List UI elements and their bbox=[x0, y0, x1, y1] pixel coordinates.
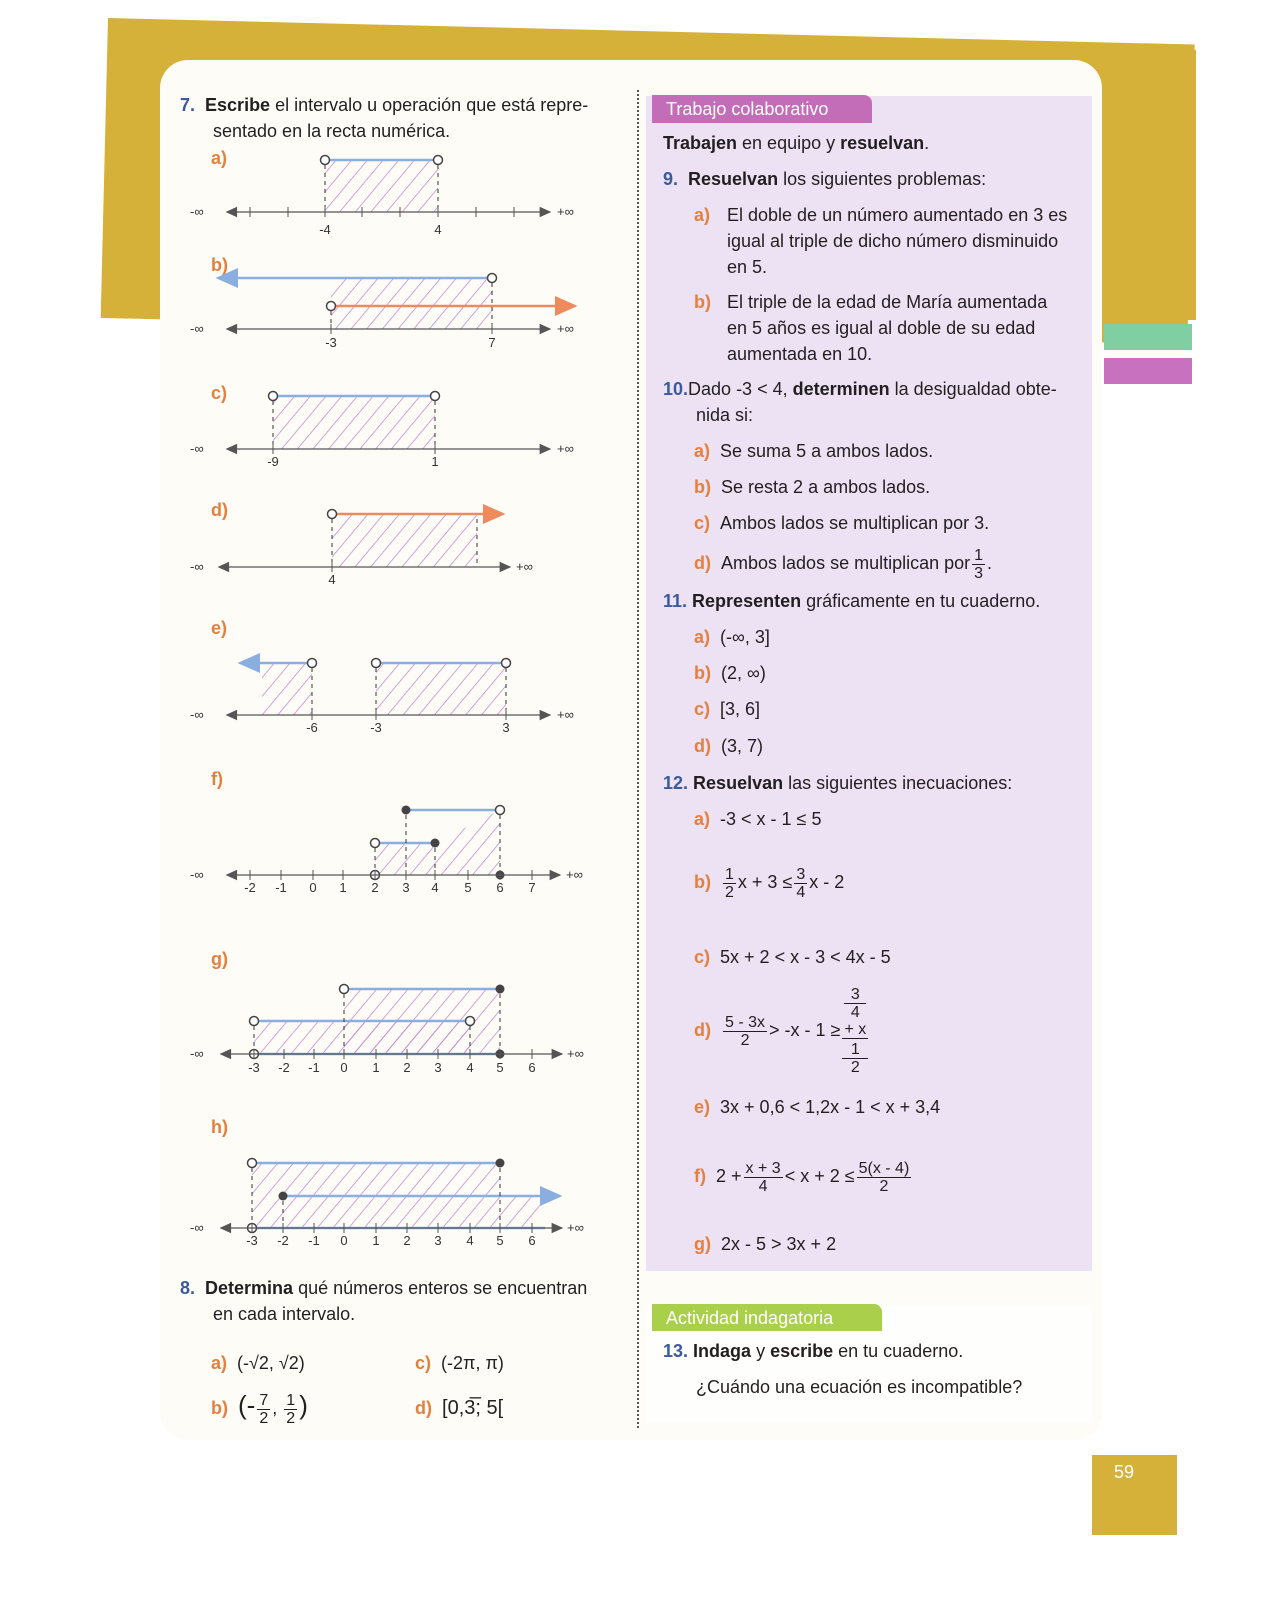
pos-inf-label: +∞ bbox=[567, 1046, 584, 1061]
numline-a bbox=[228, 156, 550, 218]
tick-label: -1 bbox=[275, 880, 287, 895]
tick-label: -3 bbox=[246, 1233, 258, 1248]
open-point bbox=[308, 659, 317, 668]
ex12-f: f) 2 + $\frac{x + 3}{4}$ < x + 2 ≤ $\frac{5(x - 4)}{2}$ bbox=[694, 1159, 910, 1195]
label-b: b) bbox=[211, 255, 228, 275]
open-point bbox=[248, 1159, 257, 1168]
interval-shade bbox=[273, 396, 435, 449]
open-point bbox=[250, 1017, 259, 1026]
ex8-line1: 8. Determina qué números enteros se encuentran bbox=[180, 1278, 588, 1298]
tick-label: 4 bbox=[431, 880, 439, 895]
tick-label: 5 bbox=[496, 1060, 504, 1075]
ex9-b-line: en 5 años es igual al doble de su edad bbox=[727, 318, 1036, 338]
ex10-heading: 10.Dado -3 < 4, determinen la desigualdad obte- bbox=[663, 379, 1057, 399]
label-h: h) bbox=[211, 1117, 228, 1137]
open-point bbox=[496, 806, 505, 815]
tick-label: 0 bbox=[340, 1233, 348, 1248]
tick-label: -3 bbox=[370, 720, 382, 735]
numline-c bbox=[228, 392, 550, 455]
inquiry-tab-title: Actividad indagatoria bbox=[666, 1308, 834, 1328]
open-point bbox=[502, 659, 511, 668]
interval-shade bbox=[332, 514, 477, 567]
neg-inf-label: -∞ bbox=[190, 204, 204, 219]
interval-shade bbox=[376, 663, 506, 715]
tick-label: -6 bbox=[306, 720, 318, 735]
tick-label: 1 bbox=[372, 1233, 380, 1248]
tick-label: 2 bbox=[371, 880, 379, 895]
collab-tab-title: Trabajo colaborativo bbox=[666, 99, 829, 119]
ex9-a-label: a) bbox=[694, 205, 711, 225]
interval-shade bbox=[331, 278, 493, 329]
pos-inf-label: +∞ bbox=[557, 441, 574, 456]
closed-point bbox=[402, 806, 411, 815]
pos-inf-label: +∞ bbox=[557, 204, 574, 219]
ex12-d: d) $\frac{5 - 3x}{2}$ > -x - 1 ≥ 3 4 + x 1 2 bbox=[694, 986, 867, 1077]
open-point bbox=[327, 302, 336, 311]
tick-label: -1 bbox=[308, 1060, 320, 1075]
ex9-b-line: El triple de la edad de María aumentada bbox=[727, 292, 1048, 312]
neg-inf-label: -∞ bbox=[190, 321, 204, 336]
pos-inf-label: +∞ bbox=[567, 1220, 584, 1235]
tick-label: 6 bbox=[528, 1233, 536, 1248]
interval-shade bbox=[262, 663, 312, 715]
pos-inf-label: +∞ bbox=[566, 867, 583, 882]
ex11-a: a) (-∞, 3] bbox=[694, 627, 770, 647]
open-point bbox=[431, 392, 440, 401]
tick-label: -3 bbox=[325, 335, 337, 350]
pos-inf-label: +∞ bbox=[516, 559, 533, 574]
open-point bbox=[269, 392, 278, 401]
tick-label: -4 bbox=[319, 222, 331, 237]
ex12-g: g) 2x - 5 > 3x + 2 bbox=[694, 1234, 837, 1254]
numline-g bbox=[222, 985, 562, 1060]
tick-label: 0 bbox=[309, 880, 317, 895]
open-point bbox=[340, 985, 349, 994]
ex9-b-label: b) bbox=[694, 292, 711, 312]
pos-inf-label: +∞ bbox=[557, 707, 574, 722]
ex9-a-line: El doble de un número aumentado en 3 es bbox=[727, 205, 1068, 225]
numline-e bbox=[228, 659, 550, 721]
tick-label: 3 bbox=[434, 1060, 442, 1075]
tick-label: 6 bbox=[496, 880, 504, 895]
tick-label: 4 bbox=[466, 1060, 474, 1075]
tick-label: -2 bbox=[244, 880, 256, 895]
open-point bbox=[488, 274, 497, 283]
tick-label: 2 bbox=[403, 1233, 411, 1248]
open-point bbox=[372, 659, 381, 668]
tick-label: 2 bbox=[403, 1060, 411, 1075]
ex8-a: a) (-√2, √2) bbox=[211, 1353, 305, 1373]
page-number: 59 bbox=[1114, 1462, 1135, 1482]
label-e: e) bbox=[211, 618, 228, 638]
ex11-b: b) (2, ∞) bbox=[694, 663, 766, 683]
tick-label: 0 bbox=[340, 1060, 348, 1075]
pos-inf-label: +∞ bbox=[557, 321, 574, 336]
tick-label: 6 bbox=[528, 1060, 536, 1075]
tick-label: -9 bbox=[267, 454, 279, 469]
ex12-c: c) 5x + 2 < x - 3 < 4x - 5 bbox=[694, 947, 891, 967]
numline-f bbox=[228, 806, 560, 881]
tick-label: 4 bbox=[328, 572, 336, 587]
ex13-question: ¿Cuándo una ecuación es incompatible? bbox=[696, 1377, 1023, 1397]
tick-label: 3 bbox=[502, 720, 510, 735]
ex10-b: b) Se resta 2 a ambos lados. bbox=[694, 477, 931, 497]
tick-label: 1 bbox=[431, 454, 439, 469]
open-point bbox=[328, 510, 337, 519]
tick-label: 5 bbox=[496, 1233, 504, 1248]
tick-label: 1 bbox=[372, 1060, 380, 1075]
neg-inf-label: -∞ bbox=[190, 1046, 204, 1061]
label-a: a) bbox=[211, 148, 228, 168]
numline-b bbox=[218, 274, 575, 335]
ex10-a: a) Se suma 5 a ambos lados. bbox=[694, 441, 934, 461]
closed-point bbox=[279, 1192, 288, 1201]
ex8-d: d) [0,3̅; 5[ bbox=[415, 1397, 504, 1419]
numline-h bbox=[222, 1159, 562, 1234]
neg-inf-label: -∞ bbox=[190, 441, 204, 456]
numline-d bbox=[220, 510, 510, 573]
ex10-line2: nida si: bbox=[696, 405, 754, 425]
ex11-d: d) (3, 7) bbox=[694, 736, 764, 756]
tick-label: 4 bbox=[466, 1233, 474, 1248]
ex7-line2: sentado en la recta numérica. bbox=[213, 121, 451, 141]
ex12-heading: 12. Resuelvan las siguientes inecuaciones: bbox=[663, 773, 1013, 793]
closed-point bbox=[431, 839, 440, 848]
tick-label: 7 bbox=[488, 335, 496, 350]
closed-point bbox=[496, 1159, 505, 1168]
ex9-b-line: aumentada en 10. bbox=[727, 344, 873, 364]
ex13-heading: 13. Indaga y escribe en tu cuaderno. bbox=[663, 1341, 964, 1361]
open-point bbox=[466, 1017, 475, 1026]
ex12-b: b) $\frac{1}{2}$ x + 3 ≤ $\frac{3}{4}$ x - 2 bbox=[694, 865, 845, 901]
tick-label: 3 bbox=[434, 1233, 442, 1248]
tick-label: 7 bbox=[528, 880, 536, 895]
neg-inf-label: -∞ bbox=[190, 707, 204, 722]
ex9-heading: 9. Resuelvan los siguientes problemas: bbox=[663, 169, 987, 189]
neg-inf-label: -∞ bbox=[190, 559, 204, 574]
ex8-b: b) (- $\frac{7}{2}$ , $\frac{1}{2}$ ) bbox=[211, 1390, 308, 1427]
tick-label: -2 bbox=[277, 1233, 289, 1248]
tick-label: -1 bbox=[308, 1233, 320, 1248]
ex7-line1: 7. Escribe el intervalo u operación que está repre- bbox=[180, 95, 589, 115]
neg-inf-label: -∞ bbox=[190, 867, 204, 882]
open-point bbox=[371, 839, 380, 848]
ex10-d: d) Ambos lados se multiplican por $\frac{1}{3}$ . bbox=[694, 546, 993, 582]
label-g: g) bbox=[211, 949, 228, 969]
open-point bbox=[321, 156, 330, 165]
tick-label: 1 bbox=[339, 880, 347, 895]
tick-label: 3 bbox=[402, 880, 410, 895]
closed-point bbox=[496, 985, 505, 994]
tick-label: -2 bbox=[278, 1060, 290, 1075]
ex11-heading: 11. Representen gráficamente en tu cuaderno. bbox=[663, 591, 1041, 611]
ex8-line2: en cada intervalo. bbox=[213, 1304, 356, 1324]
interval-shade bbox=[325, 160, 438, 212]
tick-label: 5 bbox=[464, 880, 472, 895]
tick-label: 4 bbox=[434, 222, 442, 237]
label-f: f) bbox=[211, 769, 223, 789]
collab-intro: Trabajen en equipo y resuelvan. bbox=[663, 133, 930, 153]
ex11-c: c) [3, 6] bbox=[694, 699, 761, 719]
ex10-c: c) Ambos lados se multiplican por 3. bbox=[694, 513, 990, 533]
ex12-a: a) -3 < x - 1 ≤ 5 bbox=[694, 809, 822, 829]
open-point bbox=[434, 156, 443, 165]
label-c: c) bbox=[211, 383, 228, 403]
ex9-a-line: igual al triple de dicho número disminuido bbox=[727, 231, 1059, 251]
tick-label: -3 bbox=[248, 1060, 260, 1075]
ex12-e: e) 3x + 0,6 < 1,2x - 1 < x + 3,4 bbox=[694, 1097, 941, 1117]
label-d: d) bbox=[211, 500, 228, 520]
ex8-c: c) (-2π, π) bbox=[415, 1353, 504, 1373]
ex9-a-line: en 5. bbox=[727, 257, 768, 277]
neg-inf-label: -∞ bbox=[190, 1220, 204, 1235]
